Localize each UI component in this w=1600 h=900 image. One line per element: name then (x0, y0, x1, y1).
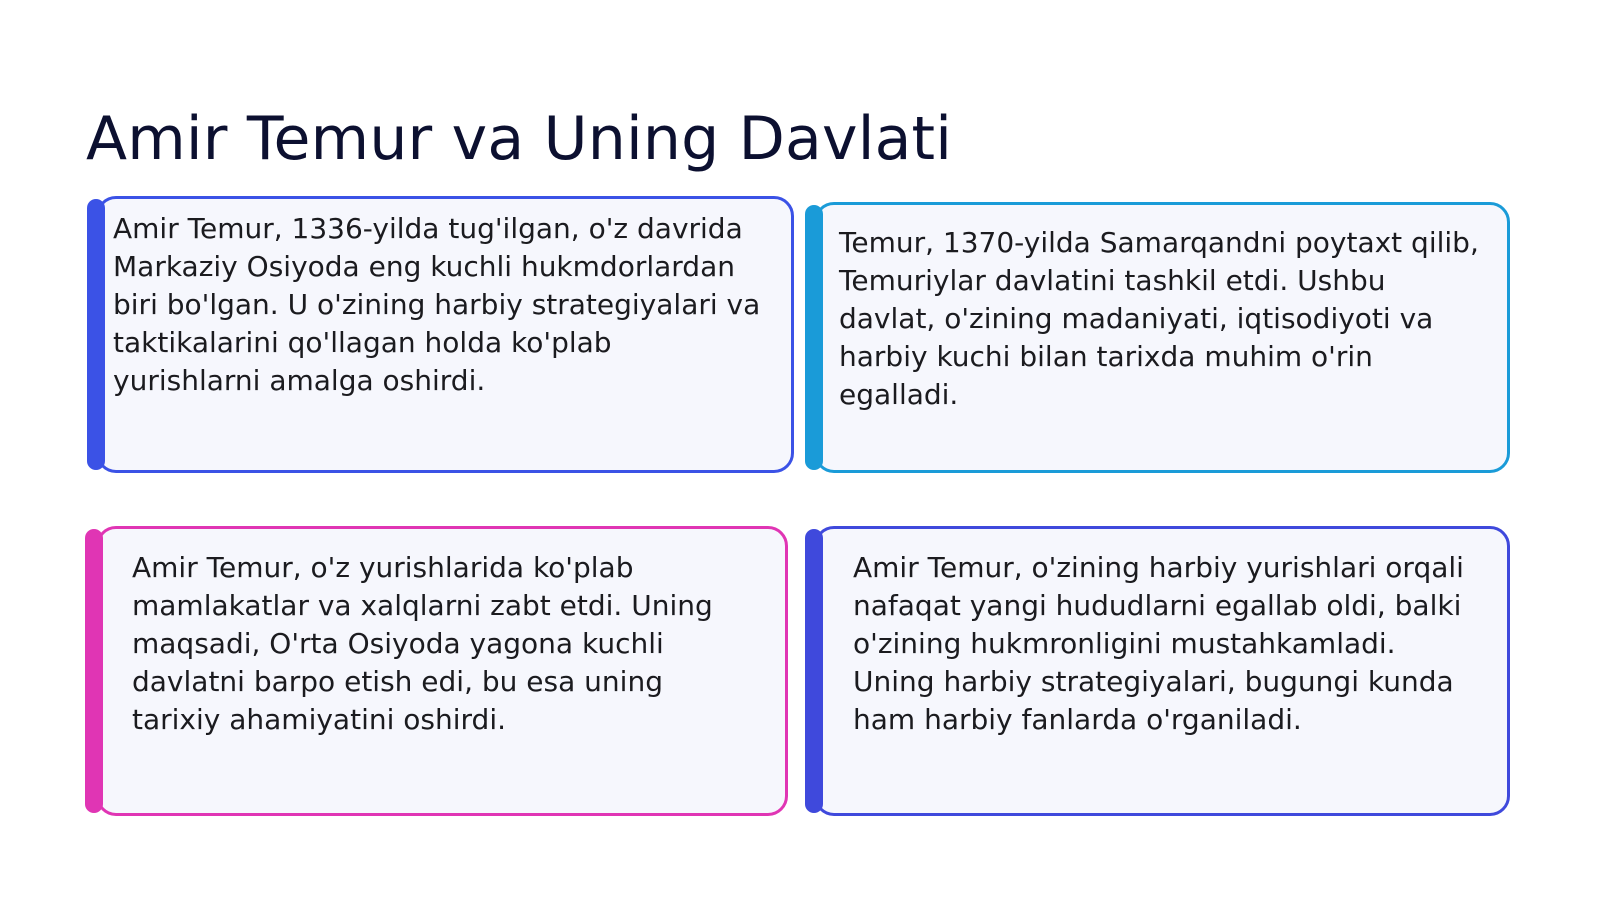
card-text-line: Amir Temur, o'zining harbiy yurishlari orqali (853, 551, 1464, 584)
card-text (839, 224, 1479, 414)
card-text (113, 210, 760, 400)
card-text-line: maqsadi, O'rta Osiyoda yagona kuchli (132, 627, 664, 660)
card-text-line: egalladi. (839, 378, 959, 411)
card-accent-bar (805, 205, 823, 470)
card-text-line: Amir Temur, o'z yurishlarida ko'plab (132, 551, 634, 584)
slide-title: Amir Temur va Uning Davlati (86, 104, 953, 174)
info-card-birth (96, 196, 794, 473)
card-text-line: davlat, o'zining madaniyati, iqtisodiyoti va (839, 302, 1434, 335)
card-accent-bar (87, 199, 105, 470)
card-text-line: Temur, 1370-yilda Samarqandni poytaxt qilib, (839, 226, 1479, 259)
card-text-line: biri bo'lgan. U o'zining harbiy strategiyalari va (113, 288, 761, 321)
card-text-line: ham harbiy fanlarda o'rganiladi. (853, 703, 1302, 736)
card-text-line: o'zining hukmronligini mustahkamladi. (853, 627, 1396, 660)
card-text-line: nafaqat yangi hududlarni egallab oldi, balki (853, 589, 1462, 622)
info-card-strategy (814, 526, 1510, 816)
card-text-line: taktikalarini qo'llagan holda ko'plab (113, 326, 612, 359)
info-card-conquests (96, 526, 788, 816)
card-text-line: Uning harbiy strategiyalari, bugungi kunda (853, 665, 1454, 698)
card-text-line: yurishlarni amalga oshirdi. (113, 364, 486, 397)
card-text-line: harbiy kuchi bilan tarixda muhim o'rin (839, 340, 1373, 373)
card-text-line: Markaziy Osiyoda eng kuchli hukmdorlardan (113, 250, 735, 283)
card-text-line: mamlakatlar va xalqlarni zabt etdi. Uning (132, 589, 713, 622)
card-text (132, 549, 713, 739)
card-accent-bar (805, 529, 823, 813)
card-text-line: tarixiy ahamiyatini oshirdi. (132, 703, 506, 736)
card-text (853, 549, 1464, 739)
card-text-line: Temuriylar davlatini tashkil etdi. Ushbu (839, 264, 1386, 297)
card-text-line: Amir Temur, 1336-yilda tug'ilgan, o'z davrida (113, 212, 743, 245)
card-accent-bar (85, 529, 103, 813)
info-card-state (814, 202, 1510, 473)
card-text-line: davlatni barpo etish edi, bu esa uning (132, 665, 663, 698)
